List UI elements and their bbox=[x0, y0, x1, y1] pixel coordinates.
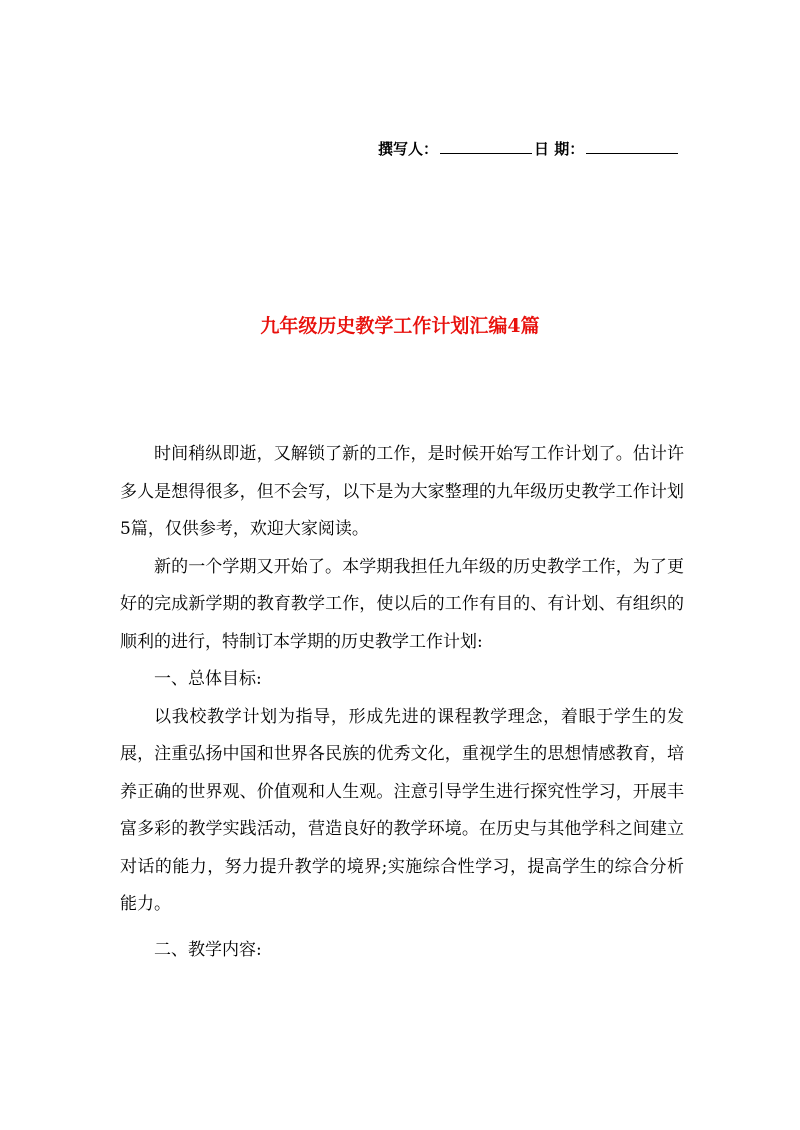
author-label: 撰写人： bbox=[378, 140, 439, 158]
author-blank bbox=[440, 139, 532, 154]
section-heading-goals: 一、总体目标: bbox=[154, 669, 262, 689]
date-blank bbox=[586, 139, 678, 154]
document-body bbox=[120, 436, 684, 969]
paragraph-goals: 以我校教学计划为指导，形成先进的课程教学理念，着眼于学生的发展，注重弘扬中国和世界各民族的优秀文化，重视学生的思想情感教育，培养正确的世界观、价值观和人生观。注意引导学生进行探究性学习，开展丰富多彩的教学实践活动，营造良好的教学环境。在历史与其他学科之间建立对话的能力，努力提升教学的境界;实施综合性学习，提高学生的综合分析能力。 bbox=[120, 706, 684, 914]
document-title: 九年级历史教学工作计划汇编4篇 bbox=[260, 315, 540, 337]
section-heading-content: 二、教学内容: bbox=[154, 939, 262, 960]
paragraph-new-semester: 新的一个学期又开始了。本学期我担任九年级的历史教学工作，为了更好的完成新学期的教育教学工作，使以后的工作有目的、有计划、有组织的顺利的进行，特制订本学期的历史教学工作计划: bbox=[120, 556, 684, 652]
paragraph-intro: 时间稍纵即逝，又解锁了新的工作，是时候开始写工作计划了。估计许多人是想得很多，但不会写，以下是为大家整理的九年级历史教学工作计划5篇，仅供参考，欢迎大家阅读。 bbox=[120, 444, 684, 539]
date-label: 日 期： bbox=[534, 140, 585, 158]
author-date-line bbox=[378, 138, 698, 160]
